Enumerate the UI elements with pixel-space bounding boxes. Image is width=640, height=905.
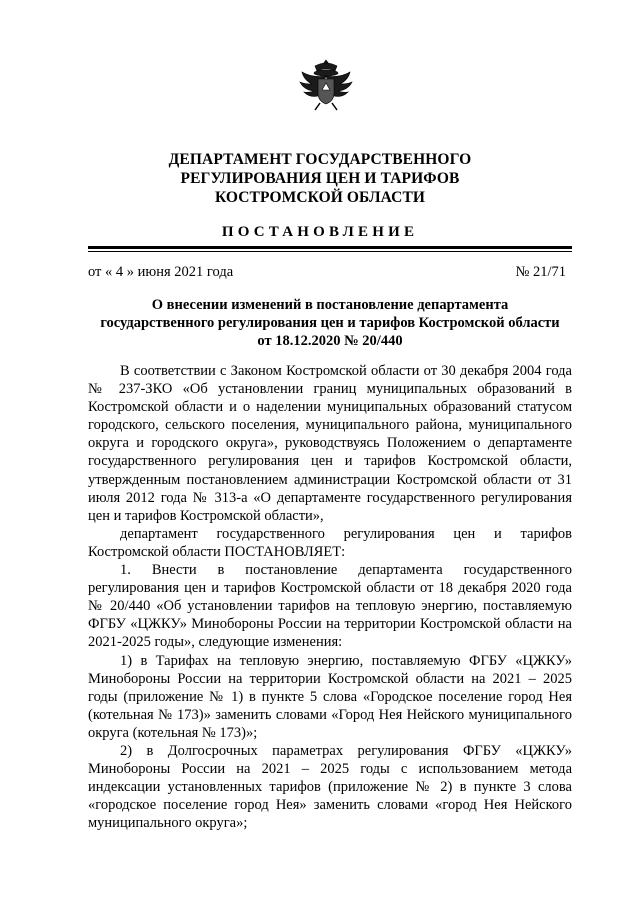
document-body <box>88 362 572 832</box>
header-divider-thin <box>88 251 572 252</box>
subject-line-2: государственного регулирования цен и тарифов Костромской области <box>100 315 560 331</box>
paragraph-subitem-1: 1) в Тарифах на тепловую энергию, поставляемую ФГБУ «ЦЖКУ» Минобороны России на территории Костромской области на 2021 – 2025 годы (приложение № 1) в пункте 5 слова «Городское поселение город Нея (котельная № 173)» заменить словами «Город Нея Нейского муниципального округа (котельная № 173)»; <box>88 652 572 741</box>
document-date: от « 4 » июня 2021 года <box>88 264 234 280</box>
department-title-line-3: КОСТРОМСКОЙ ОБЛАСТИ <box>214 189 426 206</box>
coat-of-arms-icon <box>298 56 354 112</box>
department-title <box>0 150 640 207</box>
department-title-line-2: РЕГУЛИРОВАНИЯ ЦЕН И ТАРИФОВ <box>180 170 460 187</box>
paragraph-preamble: В соответствии с Законом Костромской области от 30 декабря 2004 года № 237-ЗКО «Об установлении границ муниципальных образований в Костромской области и о наделении муниципальных образований статусом городского, сельского поселения, муниципального района, муниципального округа и городского округа», руководствуясь Положением о департаменте государственного регулирования цен и тарифов Костромской области, утвержденным постановлением администрации Костромской области от 31 июля 2012 года № 313-а «О департаменте государственного регулирования цен и тарифов Костромской области», <box>88 363 572 524</box>
paragraph-subitem-2: 2) в Долгосрочных параметрах регулирования ФГБУ «ЦЖКУ» Минобороны России на 2021 – 2025 годы с использованием метода индексации установленных тарифов (приложение № 2) в пункте 3 слова «городское поселение город Нея» заменить словами «город Нея Нейского муниципального округа»; <box>88 742 572 832</box>
subject-line-3: от 18.12.2020 № 20/440 <box>257 333 403 349</box>
document-number: № 21/71 <box>515 264 566 280</box>
document-type-heading: ПОСТАНОВЛЕНИЕ <box>221 224 419 240</box>
paragraph-resolves: департамент государственного регулирования цен и тарифов Костромской области ПОСТАНОВЛЯЕТ: <box>88 525 572 560</box>
header-divider-thick <box>88 246 572 249</box>
department-title-line-1: ДЕПАРТАМЕНТ ГОСУДАРСТВЕННОГО <box>168 151 472 168</box>
document-subject <box>88 296 572 350</box>
subject-line-1: О внесении изменений в постановление департамента <box>151 297 509 313</box>
paragraph-item-1: 1. Внести в постановление департамента государственного регулирования цен и тарифов Костромской области от 18 декабря 2020 года № 20/440 «Об установлении тарифов на тепловую энергию, поставляемую ФГБУ «ЦЖКУ» Минобороны России на территории Костромской области на 2021-2025 годы», следующие изменения: <box>88 562 572 651</box>
